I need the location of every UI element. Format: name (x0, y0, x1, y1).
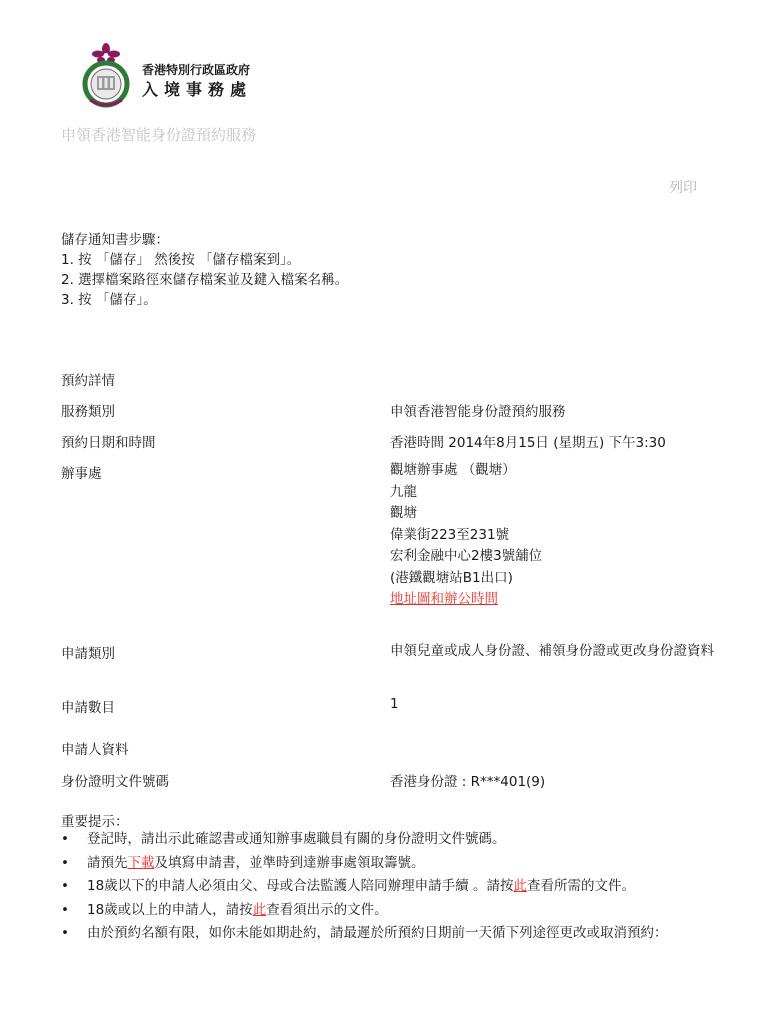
department-name: 入境事務處 (142, 80, 253, 99)
print-link[interactable]: 列印 (669, 180, 697, 196)
government-name: 香港特別行政區政府 (142, 63, 251, 77)
application-category-value: 申領兒童或成人身份證、補領身份證或更改身份證資料 (390, 643, 714, 659)
office-address-line: 九龍 (390, 483, 417, 500)
adult-documents-link[interactable]: 此 (252, 901, 267, 918)
bullet-icon: • (61, 901, 69, 918)
save-step: 1. 按 「儲存」 然後按 「儲存檔案到」。 (61, 252, 301, 268)
bullet-icon: • (61, 854, 69, 871)
save-step: 2. 選擇檔案路徑來儲存檔案並及鍵入檔案名稱。 (61, 272, 349, 288)
office-label: 辦事處 (61, 466, 102, 482)
datetime-label: 預約日期和時間 (61, 435, 156, 451)
office-address-line: 偉業街223至231號 (390, 526, 510, 543)
bullet-icon: • (61, 925, 69, 941)
list-item: • 請預先下載及填寫申請書，並準時到達辦事處領取籌號。 (61, 853, 721, 875)
application-count-value: 1 (390, 696, 399, 712)
id-number-label: 身份證明文件號碼 (61, 774, 169, 790)
office-address-line: (港鐵觀塘站B1出口) (390, 569, 513, 586)
list-item: • 登記時，請出示此確認書或通知辦事處職員有關的身份證明文件號碼。 (61, 829, 721, 851)
bullet-icon: • (61, 831, 69, 847)
service-type-label: 服務類別 (61, 404, 115, 420)
office-address-line: 觀塘辦事處 （觀塘） (390, 462, 516, 478)
under18-documents-link[interactable]: 此 (513, 878, 527, 894)
list-item: • 由於預約名額有限，如你未能如期赴約，請最遲於所預約日期前一天循下列途徑更改或取消預約： (61, 923, 721, 945)
id-number-value: 香港身份證 : R***401(9) (390, 774, 546, 790)
list-item: • 18歲或以上的申請人，請按此查看須出示的文件。 (61, 900, 721, 922)
application-category-label: 申請類別 (61, 646, 115, 662)
application-count-label: 申請數目 (61, 700, 115, 716)
booking-details-heading: 預約詳情 (61, 373, 115, 389)
bullet-icon: • (61, 878, 69, 894)
office-address-line: 宏利金融中心2樓3號舖位 (390, 548, 543, 564)
save-steps (61, 230, 348, 310)
datetime-value: 香港時間 2014年8月15日 (星期五) 下午3:30 (390, 435, 666, 451)
service-type-value: 申領香港智能身份證預約服務 (390, 404, 566, 420)
download-form-link[interactable]: 下載 (127, 854, 155, 871)
office-address (390, 460, 542, 611)
save-step: 3. 按 「儲存」。 (61, 292, 157, 308)
important-notes-title: 重要提示： (61, 814, 129, 830)
important-notes-list (61, 829, 721, 947)
office-map-link[interactable]: 地址圖和辦公時間 (390, 591, 498, 607)
service-title: 申領香港智能身份證預約服務 (61, 126, 257, 144)
save-steps-title: 儲存通知書步驟： (61, 232, 169, 248)
list-item: • 18歲以下的申請人必須由父、母或合法監護人陪同辦理申請手續 。請按此查看所需的文件。 (61, 876, 721, 898)
applicant-info-heading: 申請人資料 (61, 742, 129, 758)
immigration-department-logo (78, 42, 134, 110)
office-address-line: 觀塘 (390, 505, 417, 521)
